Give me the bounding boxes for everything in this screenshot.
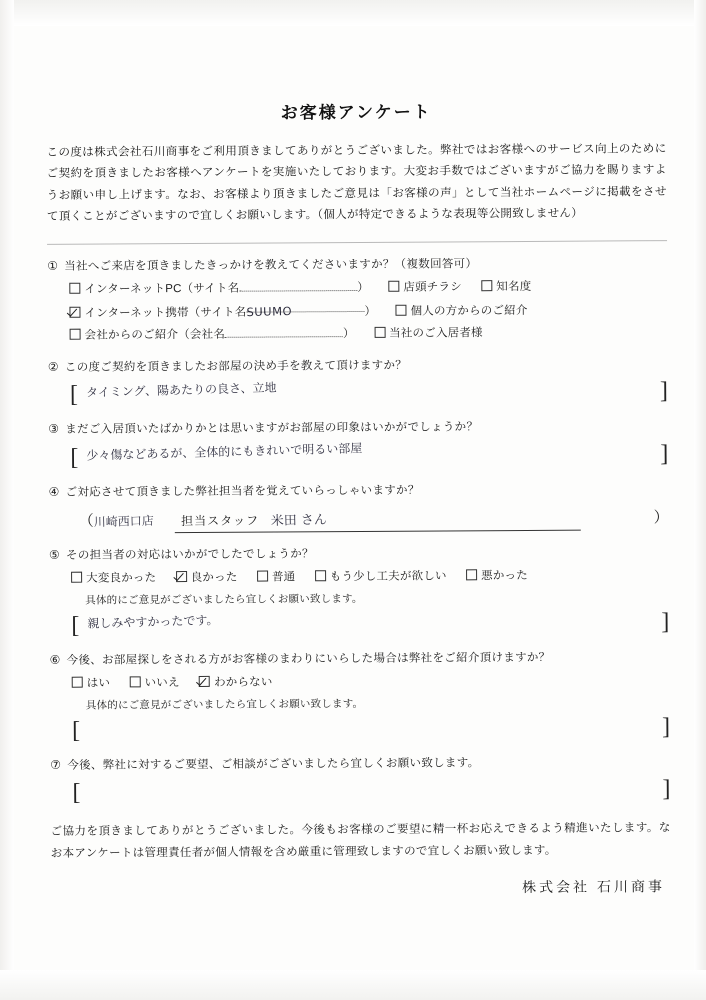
question-6-note: 具体的にご意見がございましたら宜しくお願い致します。 bbox=[85, 697, 364, 712]
checkbox-icon[interactable] bbox=[388, 281, 399, 292]
option-label: わからない bbox=[214, 676, 273, 689]
survey-sheet bbox=[46, 68, 671, 899]
question-4 bbox=[49, 479, 669, 536]
bracket-left: [ bbox=[69, 381, 79, 408]
bracket-right: ] bbox=[660, 440, 669, 467]
question-1-options bbox=[69, 276, 667, 348]
write-in-line[interactable] bbox=[246, 300, 364, 319]
scan-edge-left bbox=[0, 0, 14, 1000]
question-2-text: この度ご契約を頂きましたお部屋の決め手を教えて頂けますか？ bbox=[64, 359, 408, 374]
staff-underline bbox=[175, 530, 581, 533]
option-label: いいえ bbox=[144, 677, 180, 690]
bracket-right: ] bbox=[659, 378, 669, 405]
question-4-text: ご対応させて頂きました弊社担当者を覚えていらっしゃいますか？ bbox=[65, 484, 420, 499]
option-needs-improvement[interactable] bbox=[315, 566, 447, 589]
option-company-referral[interactable] bbox=[70, 323, 355, 347]
question-5-text: その担当者の対応はいかがでしたでしょうか？ bbox=[65, 548, 314, 562]
checkbox-icon[interactable] bbox=[396, 305, 407, 316]
handwritten-store-name: 川崎西口店 bbox=[93, 513, 154, 530]
bracket-right: ] bbox=[661, 713, 671, 740]
question-7 bbox=[50, 752, 670, 808]
handwritten-staff-name: 米田 さん bbox=[270, 512, 327, 529]
question-3-text: まだご入居頂いたばかりかとは思いますがお部屋の印象はいかがでしょうか？ bbox=[65, 421, 479, 436]
question-5 bbox=[49, 542, 670, 641]
question-3-answer-field[interactable] bbox=[70, 441, 668, 473]
option-trailing: ） bbox=[357, 282, 370, 295]
paren-right: ） bbox=[653, 509, 669, 527]
checkbox-icon[interactable] bbox=[315, 570, 326, 581]
question-7-text: 今後、弊社に対するご要望、ご相談がございましたら宜しくお願い致します。 bbox=[67, 756, 480, 772]
option-personal-referral[interactable] bbox=[395, 300, 527, 323]
bracket-left: [ bbox=[70, 444, 79, 471]
question-6-answer-field[interactable] bbox=[72, 714, 670, 746]
write-in-line[interactable] bbox=[239, 279, 357, 292]
option-existing-resident[interactable] bbox=[374, 323, 483, 346]
question-2-answer-field[interactable] bbox=[70, 378, 668, 410]
question-6-number: ⑥ bbox=[49, 652, 61, 667]
handwritten-site-name: SUUMO bbox=[246, 303, 293, 319]
question-6 bbox=[50, 647, 671, 746]
option-yes[interactable] bbox=[72, 673, 111, 696]
checkbox-icon[interactable] bbox=[199, 676, 210, 687]
divider bbox=[47, 240, 667, 245]
question-5-answer-field[interactable] bbox=[71, 609, 669, 641]
bracket-left: [ bbox=[71, 612, 80, 639]
option-store-flyer[interactable] bbox=[388, 277, 462, 300]
question-7-answer-field[interactable] bbox=[72, 776, 670, 808]
staff-label: 担当スタッフ bbox=[181, 513, 260, 528]
option-internet-mobile[interactable] bbox=[69, 300, 376, 325]
checkbox-icon[interactable] bbox=[71, 572, 82, 583]
option-label: もう少し工夫が欲しい bbox=[329, 570, 447, 584]
option-no[interactable] bbox=[129, 672, 179, 695]
question-1-text: 当社へご来店を頂きましたきっかけを教えてくださいますか？（複数回答可） bbox=[64, 258, 478, 273]
option-trailing: ） bbox=[342, 328, 355, 341]
company-signature: 株式会社 石川商事 bbox=[522, 877, 666, 895]
question-6-options bbox=[72, 669, 670, 695]
question-5-handwritten-answer: 親しみやすかったです。 bbox=[87, 612, 219, 631]
question-2-number: ② bbox=[47, 359, 59, 374]
question-4-answer-field[interactable] bbox=[79, 506, 669, 536]
bracket-left: [ bbox=[71, 717, 81, 744]
checkbox-icon[interactable] bbox=[130, 676, 141, 687]
question-6-text: 今後、お部屋探しをされる方がお客様のまわりにいらした場合は弊社をご紹介頂けますか？ bbox=[66, 651, 551, 667]
intro-paragraph: この度は株式会社石川商事をご利用頂きましてありがとうございました。弊社ではお客様へのサービス向上のためにご契約を頂きましたお客様へアンケートを実施いたしております。大変お手数ではございますがご協力を賜りますようお願い申し上げます。なお、お客様より頂きましたご意見は「お客様の声」として当社ホームページに掲載をさせて頂くことがございますので宜しくお願いします。（個人が特定できるような表現等公開致しません） bbox=[46, 143, 667, 223]
checkbox-icon[interactable] bbox=[72, 677, 83, 688]
checkbox-icon[interactable] bbox=[69, 283, 80, 294]
option-label: 会社からのご紹介（会社名 bbox=[84, 329, 226, 342]
question-1-number: ① bbox=[47, 258, 59, 273]
checkbox-icon[interactable] bbox=[481, 281, 492, 292]
checkbox-icon[interactable] bbox=[176, 571, 187, 582]
bracket-left: [ bbox=[72, 779, 81, 806]
option-label: はい bbox=[86, 677, 111, 690]
option-label: 普通 bbox=[271, 571, 296, 584]
question-1 bbox=[47, 253, 668, 347]
question-3 bbox=[48, 416, 668, 472]
option-label: インターネット携帯（サイト名 bbox=[84, 306, 247, 320]
option-label: 大変良かった bbox=[86, 572, 157, 585]
question-4-number: ④ bbox=[48, 484, 60, 499]
question-7-number: ⑦ bbox=[50, 757, 62, 772]
scan-edge-top bbox=[0, 0, 706, 26]
checkbox-icon[interactable] bbox=[257, 571, 268, 582]
bracket-right: ] bbox=[662, 775, 671, 803]
checkbox-icon[interactable] bbox=[69, 307, 80, 318]
option-label: インターネットPC（サイト名 bbox=[84, 283, 240, 297]
option-average[interactable] bbox=[257, 567, 296, 590]
option-label: 店頭チラシ bbox=[403, 281, 462, 295]
option-trailing: ） bbox=[364, 305, 377, 318]
option-label: 個人の方からのご紹介 bbox=[410, 304, 528, 318]
option-bad[interactable] bbox=[466, 565, 528, 588]
question-2-handwritten-answer: タイミング、陽あたりの良さ、立地 bbox=[85, 380, 277, 400]
question-5-note: 具体的にご意見がございましたら宜しくお願い致します。 bbox=[85, 592, 363, 607]
scan-edge-right bbox=[694, 0, 706, 1000]
question-3-handwritten-answer: 少々傷などあるが、全体的にもきれいで明るい部屋 bbox=[86, 440, 363, 463]
checkbox-icon[interactable] bbox=[70, 329, 81, 340]
question-2 bbox=[48, 354, 668, 410]
option-very-good[interactable] bbox=[71, 568, 156, 591]
bracket-right: ] bbox=[661, 608, 670, 635]
paren-left: （ bbox=[78, 513, 94, 530]
option-label: 知名度 bbox=[496, 281, 532, 294]
checkbox-icon[interactable] bbox=[466, 570, 477, 581]
option-internet-pc[interactable] bbox=[69, 277, 369, 301]
option-label: 当社のご入居者様 bbox=[389, 327, 483, 341]
question-5-options bbox=[71, 564, 669, 590]
write-in-line[interactable] bbox=[225, 325, 343, 338]
option-label: 悪かった bbox=[481, 570, 528, 583]
closing-paragraph: ご協力を頂きましてありがとうございました。今後もお客様のご要望に精一杯お応えできるよう精進いたします。なお本アンケートは管理責任者が個人情報を含め厳重に管理致しますので宜しくお願い致します。 bbox=[50, 821, 671, 860]
page-title: お客様アンケート bbox=[280, 102, 432, 123]
option-unsure[interactable] bbox=[199, 672, 273, 695]
option-label: 良かった bbox=[190, 572, 238, 585]
option-good[interactable] bbox=[176, 567, 238, 590]
question-3-number: ③ bbox=[48, 421, 60, 436]
scan-edge-bottom bbox=[0, 970, 706, 1000]
option-brand-recognition[interactable] bbox=[481, 276, 531, 299]
question-5-number: ⑤ bbox=[48, 547, 61, 562]
checkbox-icon[interactable] bbox=[374, 327, 385, 338]
